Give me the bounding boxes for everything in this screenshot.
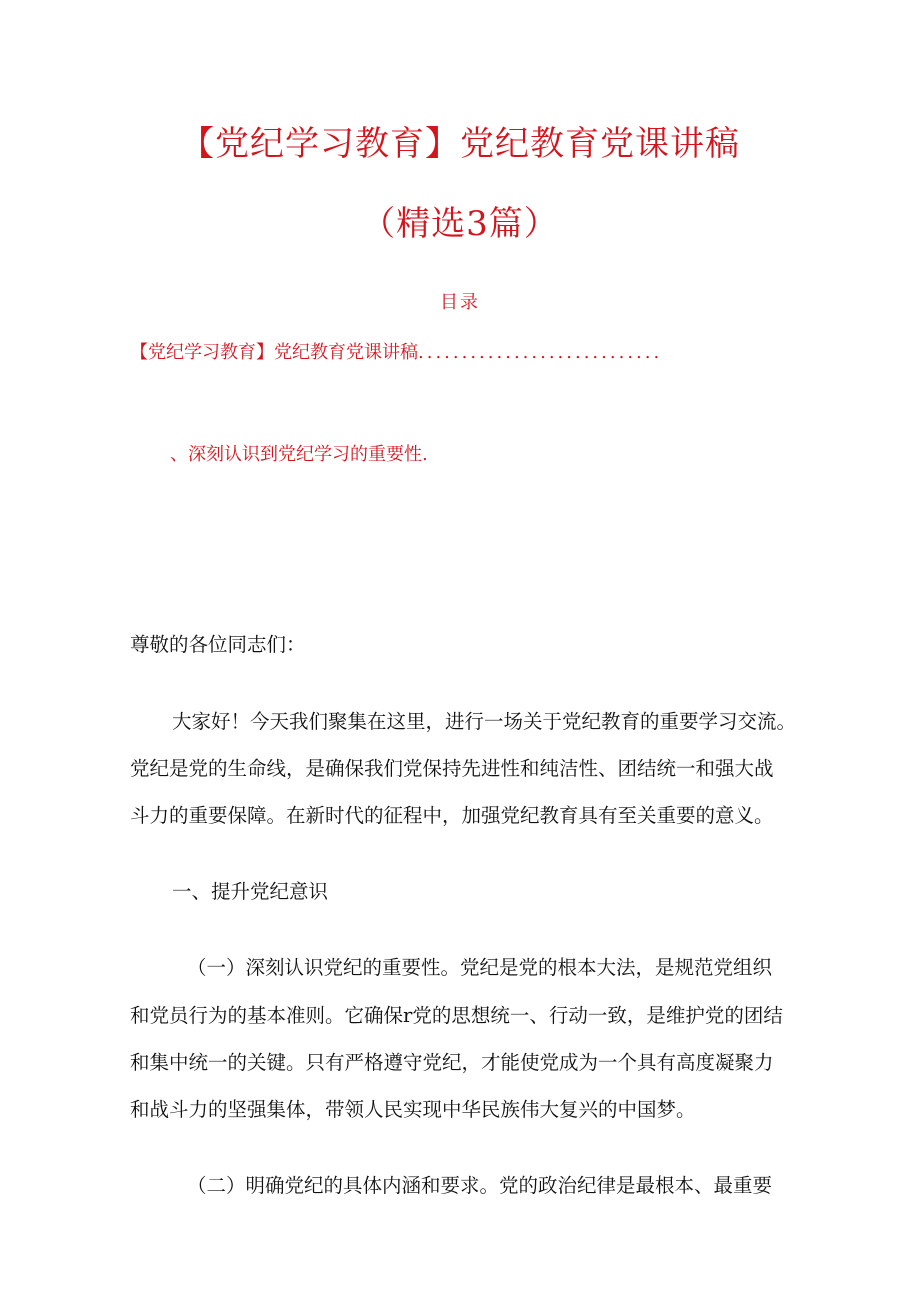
toc-entry[interactable]: [130, 338, 770, 364]
intro-line: 斗力的重要保障。在新时代的征程中，加强党纪教育具有至关重要的意义。: [130, 804, 774, 827]
paragraph-line: （一）深刻认识党纪的重要性。党纪是党的根本大法，是规范党组织: [187, 956, 773, 979]
section-heading: 一、提升党纪意识: [172, 880, 329, 903]
intro-line: 大家好！今天我们聚集在这里，进行一场关于党纪教育的重要学习交流。: [172, 710, 797, 733]
paragraph-line: 和集中统一的关键。只有严格遵守党纪，才能使党成为一个具有高度凝聚力: [130, 1051, 774, 1074]
paragraph-line: 和党员行为的基本准则。它确保r党的思想统一、行动一致，是维护党的团结: [130, 1004, 783, 1027]
toc-entry-label[interactable]: 【党纪学习教育】党纪教育党课讲稿: [130, 342, 418, 363]
intro-line: 党纪是党的生命线，是确保我们党保持先进性和纯洁性、团结统一和强大战: [130, 757, 774, 780]
toc-heading: 目录: [440, 292, 480, 313]
paragraph-line: （二）明确党纪的具体内涵和要求。党的政治纪律是最根本、最重要: [187, 1174, 773, 1197]
toc-sub-entry[interactable]: 、深刻认识到党纪学习的重要性.: [170, 444, 428, 465]
document-title: 【党纪学习教育】党纪教育党课讲稿: [180, 124, 740, 164]
salutation: 尊敬的各位同志们：: [130, 633, 306, 656]
document-subtitle: （精选3篇）: [361, 204, 559, 244]
paragraph-line: 和战斗力的坚强集体，带领人民实现中华民族伟大复兴的中国梦。: [130, 1098, 696, 1121]
toc-entry-leader: ............................: [418, 342, 663, 363]
